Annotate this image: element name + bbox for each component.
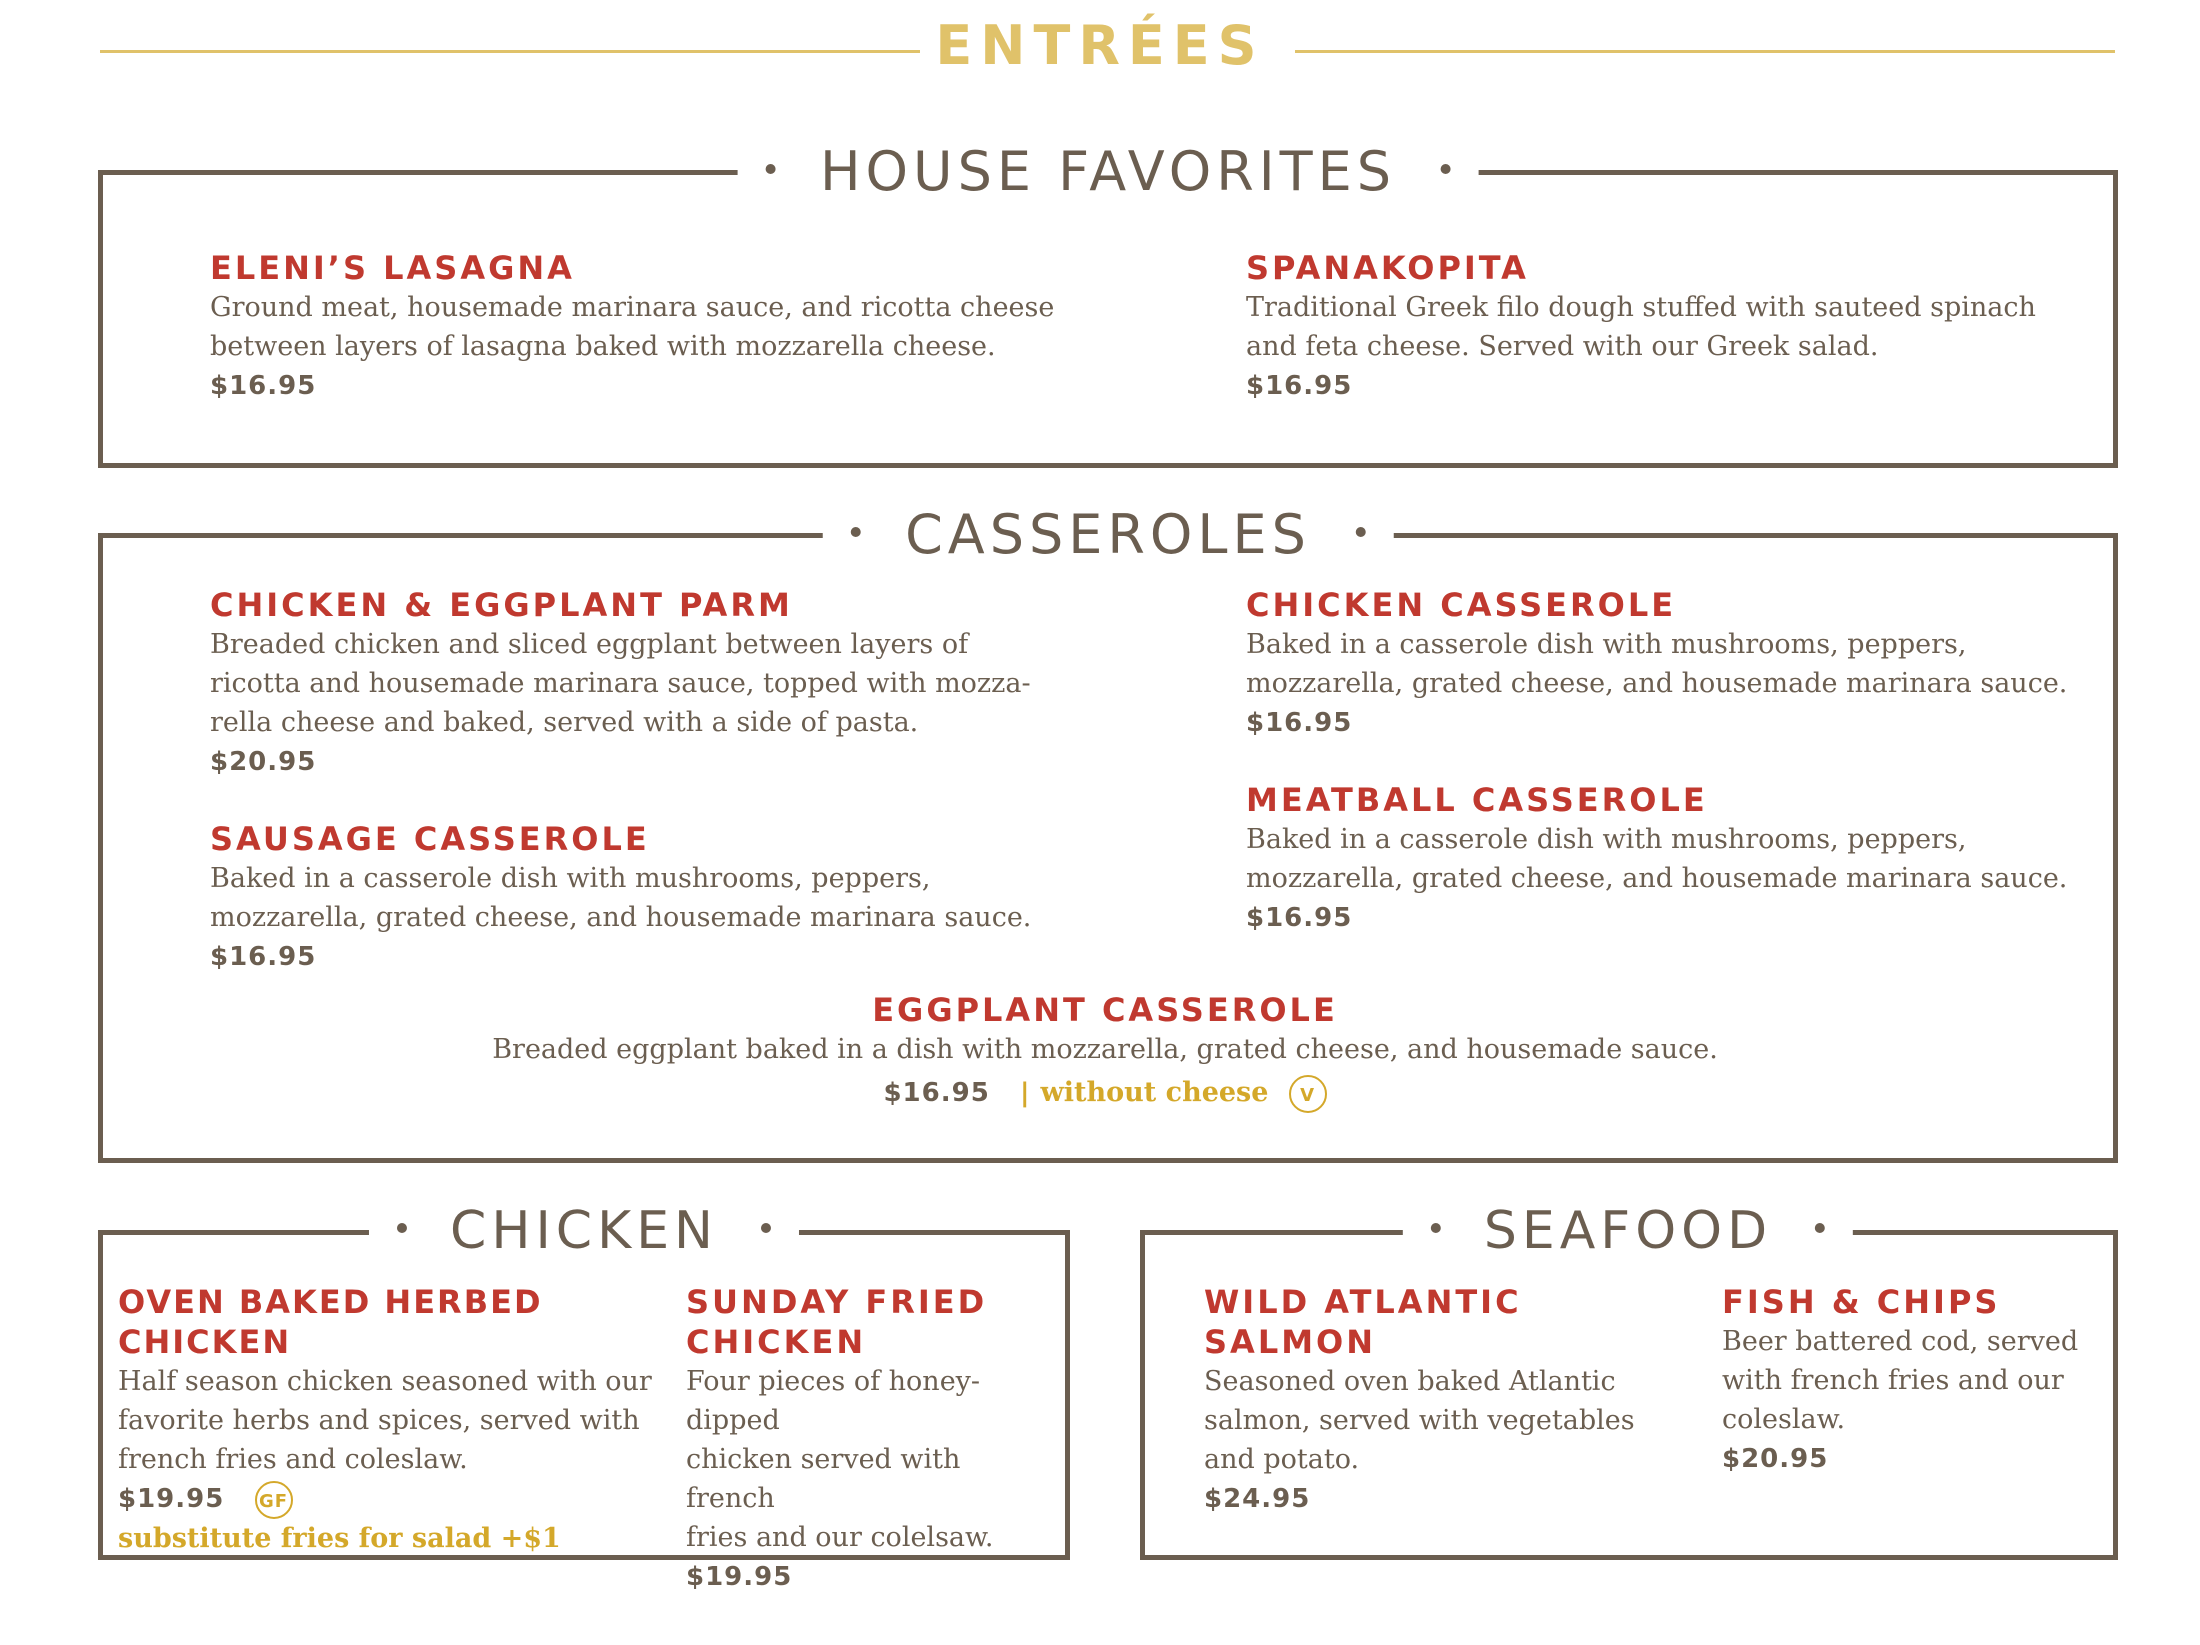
item-desc: Breaded eggplant baked in a dish with mozzarella, grated cheese, and housemade sauce.: [492, 1034, 1718, 1065]
item-name: EGGPLANT CASSEROLE: [872, 991, 1338, 1029]
menu-item-spanakopita: [1246, 248, 2106, 406]
menu-item-chicken-casserole: [1246, 585, 2106, 743]
item-name: CHICKEN CASSEROLE: [1246, 586, 1677, 624]
item-name: MEATBALL CASSEROLE: [1246, 781, 1708, 819]
item-price: $16.95: [210, 942, 317, 972]
item-price: $19.95: [686, 1562, 793, 1592]
item-desc: Seasoned oven baked Atlantic salmon, served with vegetables and potato.: [1204, 1366, 1635, 1475]
bullet-icon: [1440, 164, 1450, 174]
bullet-icon: [1355, 527, 1365, 537]
item-price: $20.95: [210, 747, 317, 777]
item-price: $20.95: [1722, 1444, 1829, 1474]
item-price-row: [118, 1479, 678, 1519]
bullet-icon: [1815, 1223, 1825, 1233]
item-price: $24.95: [1204, 1484, 1311, 1514]
item-desc: Breaded chicken and sliced eggplant between layers of ricotta and housemade marinara sauce, topped with mozza- rella cheese and baked, served with a side of pasta.: [210, 629, 1031, 738]
item-price: $16.95: [1246, 903, 1353, 933]
item-name: SUNDAY FRIED CHICKEN: [686, 1283, 988, 1361]
item-desc: Beer battered cod, served with french fries and our coleslaw.: [1722, 1326, 2079, 1435]
item-note: substitute fries for salad +$1: [118, 1523, 561, 1554]
item-price: $16.95: [1246, 371, 1353, 401]
item-name: SPANAKOPITA: [1246, 249, 1529, 287]
menu-item-meatball-casserole: [1246, 780, 2106, 938]
item-desc: Baked in a casserole dish with mushrooms, peppers, mozzarella, grated cheese, and housemade marinara sauce.: [210, 863, 1032, 933]
item-desc: Baked in a casserole dish with mushrooms, peppers, mozzarella, grated cheese, and housemade marinara sauce.: [1246, 824, 2068, 894]
item-price: $16.95: [883, 1078, 990, 1108]
item-price: $19.95: [118, 1484, 225, 1514]
item-name: CHICKEN & EGGPLANT PARM: [210, 586, 793, 624]
section-title-casseroles: CASSEROLES: [823, 508, 1394, 562]
item-desc: Baked in a casserole dish with mushrooms, peppers, mozzarella, grated cheese, and housemade marinara sauce.: [1246, 629, 2068, 699]
menu-item-fish-and-chips: [1722, 1282, 2102, 1479]
bullet-icon: [1431, 1223, 1441, 1233]
menu-item-oven-baked-herbed-chicken: [118, 1282, 678, 1559]
bullet-icon: [761, 1223, 771, 1233]
section-title-seafood: SEAFOOD: [1403, 1205, 1853, 1257]
bullet-icon: [397, 1223, 407, 1233]
item-price-row: [360, 1073, 1850, 1113]
item-desc: Four pieces of honey-dipped chicken served with french fries and our colelsaw.: [686, 1366, 994, 1553]
bullet-icon: [766, 164, 776, 174]
menu-item-sausage-casserole: [210, 819, 1110, 977]
item-name: WILD ATLANTIC SALMON: [1204, 1283, 1522, 1361]
menu-item-chicken-eggplant-parm: [210, 585, 1110, 782]
item-desc: Ground meat, housemade marinara sauce, and ricotta cheese between layers of lasagna baked with mozzarella cheese.: [210, 292, 1055, 362]
price-separator: |: [1019, 1078, 1031, 1108]
section-title-chicken: CHICKEN: [369, 1205, 799, 1257]
gluten-free-badge-icon: GF: [255, 1481, 293, 1519]
bullet-icon: [851, 527, 861, 537]
item-desc: Traditional Greek filo dough stuffed with sauteed spinach and feta cheese. Served with our Greek salad.: [1246, 292, 2036, 362]
menu-item-eggplant-casserole: [360, 990, 1850, 1113]
item-price: $16.95: [1246, 708, 1353, 738]
section-title-house-favorites: HOUSE FAVORITES: [738, 145, 1479, 199]
vegan-badge-icon: V: [1289, 1075, 1327, 1113]
item-price: $16.95: [210, 371, 317, 401]
item-name: OVEN BAKED HERBED CHICKEN: [118, 1283, 543, 1361]
page-title: ENTRÉES: [935, 14, 1265, 77]
menu-item-wild-atlantic-salmon: [1204, 1282, 1704, 1519]
item-name: FISH & CHIPS: [1722, 1283, 2001, 1321]
option-label: without cheese: [1040, 1077, 1269, 1108]
menu-item-lasagna: [210, 248, 1110, 406]
menu-item-sunday-fried-chicken: [686, 1282, 1056, 1597]
item-name: ELENI’S LASAGNA: [210, 249, 575, 287]
item-desc: Half season chicken seasoned with our favorite herbs and spices, served with french fries and coleslaw.: [118, 1366, 652, 1475]
item-name: SAUSAGE CASSEROLE: [210, 820, 650, 858]
